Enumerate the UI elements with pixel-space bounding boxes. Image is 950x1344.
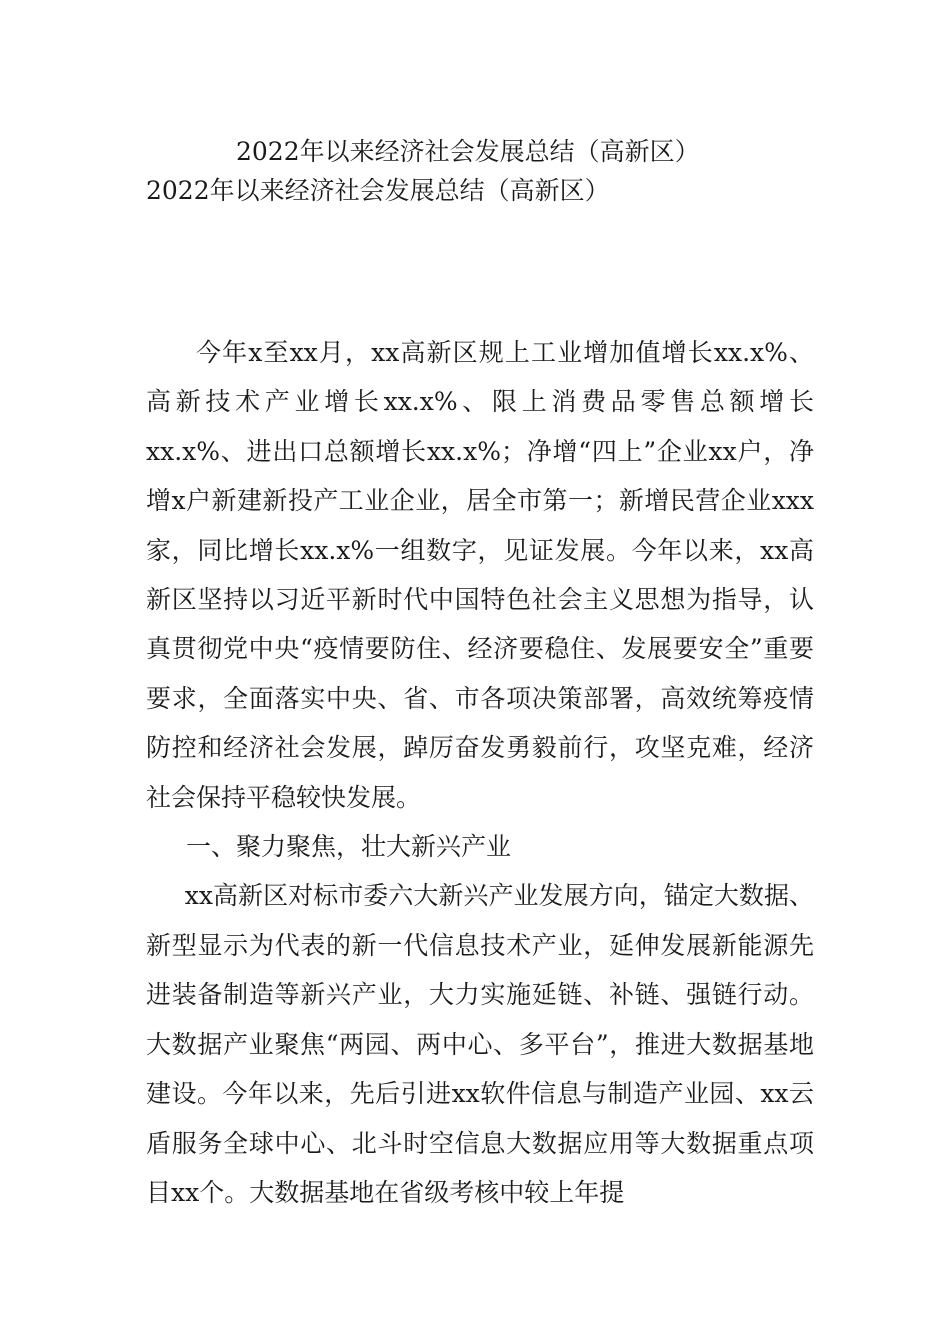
document-subtitle: 2022年以来经济社会发展总结（高新区） <box>146 176 610 205</box>
paragraph-intro: 今年x至xx月，xx高新区规上工业增加值增长xx.x%、高新技术产业增长xx.x%、限上消费品零售总额增长xx.x%、进出口总额增长xx.x%；净增“四上”企业xx户，净增x户新建新投产工业企业，居全市第一；新增民营企业xxx家，同比增长xx.x%一组数字，见证发展。今年以来，xx高新区坚持以习近平新时代中国特色社会主义思想为指导，认真贯彻党中央“疫情要防住、经济要稳住、发展要安全”重要要求，全面落实中央、省、市各项决策部署，高效统筹疫情防控和经济社会发展，踔厉奋发勇毅前行，攻坚克难，经济社会保持平稳较快发展。 <box>146 338 814 812</box>
paragraph-section-1: xx高新区对标市委六大新兴产业发展方向，锚定大数据、新型显示为代表的新一代信息技术产业，延伸发展新能源先进装备制造等新兴产业，大力实施延链、补链、强链行动。大数据产业聚焦“两园、两中心、多平台”，推进大数据基地建设。今年以来，先后引进xx软件信息与制造产业园、xx云盾服务全球中心、北斗时空信息大数据应用等大数据重点项目xx个。大数据基地在省级考核中较上年提 <box>146 881 814 1207</box>
document-body <box>146 328 814 1217</box>
section-heading-1: 一、聚力聚焦，壮大新兴产业 <box>186 832 512 862</box>
document-title: 2022年以来经济社会发展总结（高新区） <box>236 137 700 166</box>
